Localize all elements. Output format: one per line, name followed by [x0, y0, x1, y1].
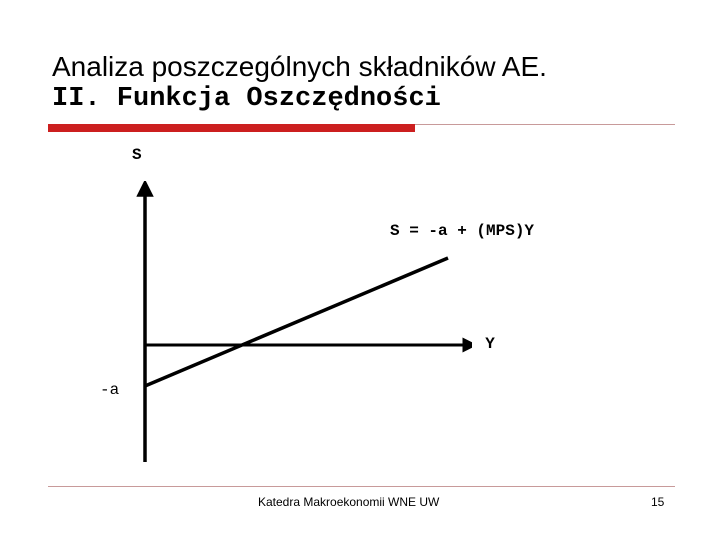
slide-title-line2: II. Funkcja Oszczędności — [52, 84, 441, 114]
footer-text: Katedra Makroekonomii WNE UW — [258, 495, 440, 509]
savings-line — [145, 258, 448, 386]
intercept-label: -a — [100, 381, 120, 399]
footer-rule — [48, 486, 675, 487]
x-axis-label: Y — [472, 334, 508, 374]
savings-equation-label: S = -a + (MPS)Y — [390, 222, 535, 240]
page-number: 15 — [651, 495, 665, 509]
y-axis-label: S — [132, 145, 170, 181]
slide-title-line1: Analiza poszczególnych składników AE. — [52, 51, 547, 82]
